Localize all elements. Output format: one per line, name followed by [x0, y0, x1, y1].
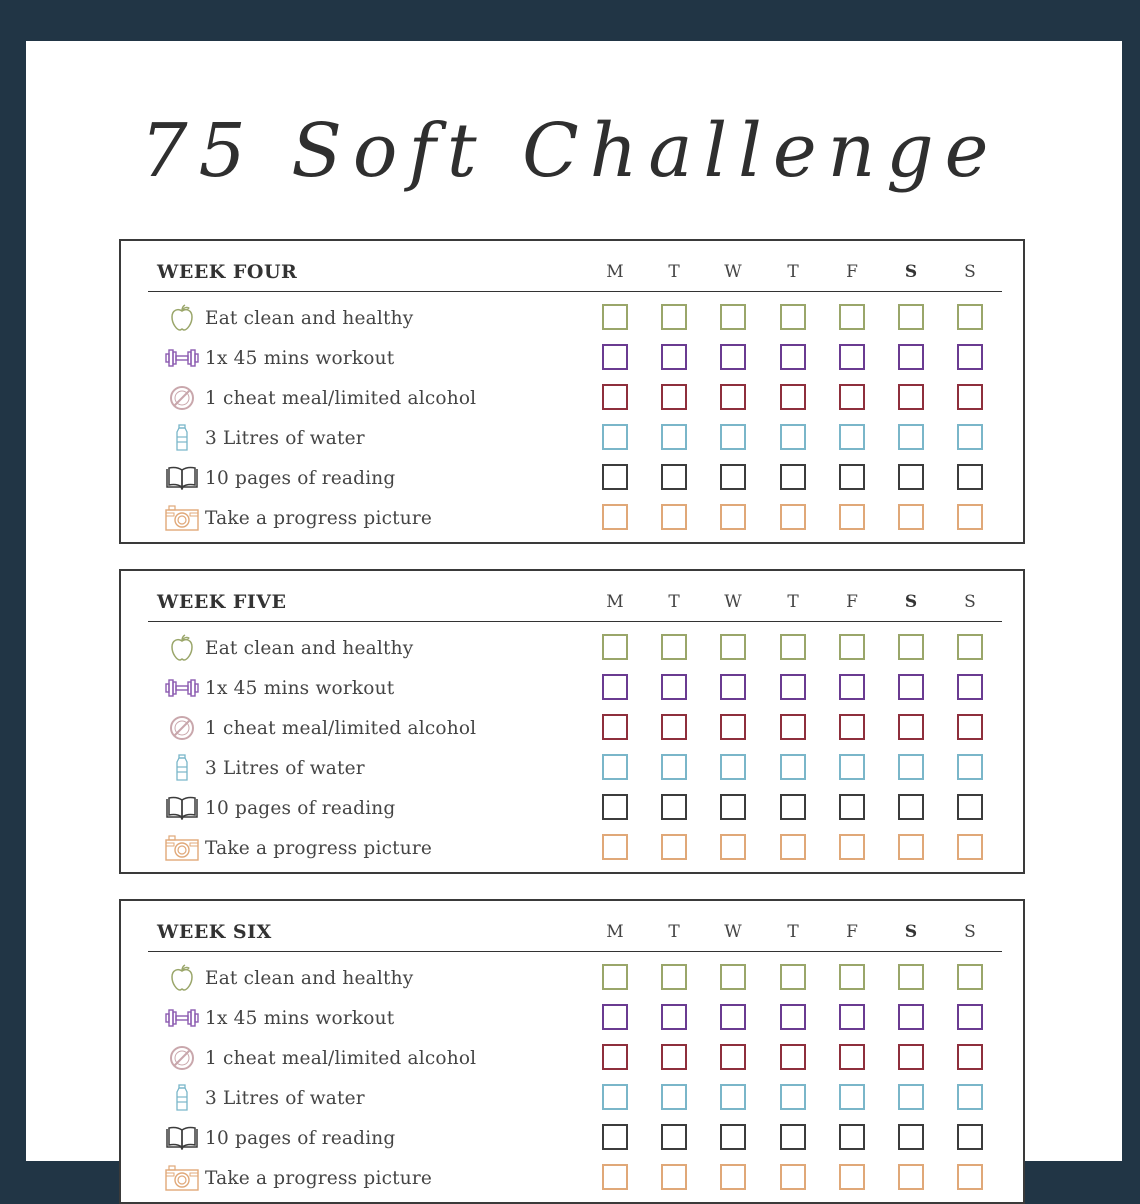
habit-checkbox[interactable] [957, 674, 983, 700]
habit-checkbox[interactable] [839, 1124, 865, 1150]
habit-checkbox[interactable] [898, 794, 924, 820]
habit-checkbox[interactable] [898, 714, 924, 740]
habit-checkbox[interactable] [898, 1004, 924, 1030]
habit-checkbox[interactable] [780, 714, 806, 740]
habit-checkbox[interactable] [780, 794, 806, 820]
habit-checkbox[interactable] [839, 504, 865, 530]
habit-checkbox[interactable] [957, 634, 983, 660]
day-header: T [787, 922, 799, 942]
habit-checkbox[interactable] [957, 424, 983, 450]
habit-label: 1 cheat meal/limited alcohol [205, 388, 477, 409]
habit-label: 1x 45 mins workout [205, 678, 395, 699]
habit-label: 3 Litres of water [205, 428, 365, 449]
habit-checkbox[interactable] [720, 674, 746, 700]
day-header: M [606, 262, 624, 282]
day-header: S [904, 592, 918, 612]
camera-icon [165, 1163, 199, 1193]
habit-label: Eat clean and healthy [205, 968, 414, 989]
habit-checkbox[interactable] [780, 964, 806, 990]
habit-row [121, 789, 1023, 829]
habit-checkbox[interactable] [720, 464, 746, 490]
habit-row [121, 629, 1023, 669]
day-header: S [964, 592, 976, 612]
habit-checkbox[interactable] [661, 344, 687, 370]
no-sign-icon [165, 1043, 199, 1073]
habit-checkbox[interactable] [839, 964, 865, 990]
habit-checkbox[interactable] [839, 634, 865, 660]
habit-checkbox[interactable] [602, 504, 628, 530]
camera-icon [165, 503, 199, 533]
habit-checkbox[interactable] [661, 424, 687, 450]
habit-checkbox[interactable] [839, 1084, 865, 1110]
habit-checkbox[interactable] [602, 634, 628, 660]
water-bottle-icon [165, 423, 199, 453]
habit-checkbox[interactable] [720, 794, 746, 820]
habit-row [121, 1039, 1023, 1079]
day-header: W [724, 592, 742, 612]
day-header: S [964, 262, 976, 282]
habit-checkbox[interactable] [780, 1004, 806, 1030]
habit-checkbox[interactable] [957, 1124, 983, 1150]
habit-checkbox[interactable] [602, 1044, 628, 1070]
page-title: 75 Soft Challenge [140, 108, 1000, 194]
week-card [119, 569, 1025, 874]
habit-checkbox[interactable] [720, 714, 746, 740]
habit-checkbox[interactable] [661, 504, 687, 530]
day-header: S [904, 262, 918, 282]
habit-row [121, 669, 1023, 709]
habit-checkbox[interactable] [780, 384, 806, 410]
habit-checkbox[interactable] [720, 304, 746, 330]
habit-checkbox[interactable] [780, 634, 806, 660]
habit-label: 1 cheat meal/limited alcohol [205, 1048, 477, 1069]
habit-checkbox[interactable] [839, 1004, 865, 1030]
habit-checkbox[interactable] [602, 714, 628, 740]
habit-checkbox[interactable] [957, 1084, 983, 1110]
habit-checkbox[interactable] [957, 1004, 983, 1030]
dumbbell-icon [165, 673, 199, 703]
habit-checkbox[interactable] [602, 1084, 628, 1110]
habit-checkbox[interactable] [720, 1084, 746, 1110]
habit-checkbox[interactable] [661, 1004, 687, 1030]
habit-row [121, 459, 1023, 499]
habit-checkbox[interactable] [661, 754, 687, 780]
book-icon [165, 793, 199, 823]
habit-row [121, 999, 1023, 1039]
day-header: M [606, 922, 624, 942]
habit-checkbox[interactable] [720, 1044, 746, 1070]
habit-checkbox[interactable] [839, 344, 865, 370]
habit-label: Eat clean and healthy [205, 638, 414, 659]
habit-checkbox[interactable] [720, 424, 746, 450]
day-header: T [668, 262, 680, 282]
habit-label: 1x 45 mins workout [205, 348, 395, 369]
habit-checkbox[interactable] [720, 384, 746, 410]
camera-icon [165, 833, 199, 863]
habit-checkbox[interactable] [602, 834, 628, 860]
day-header: S [904, 922, 918, 942]
habit-checkbox[interactable] [780, 304, 806, 330]
no-sign-icon [165, 713, 199, 743]
day-header: W [724, 262, 742, 282]
book-icon [165, 1123, 199, 1153]
habit-checkbox[interactable] [839, 674, 865, 700]
habit-checkbox[interactable] [957, 794, 983, 820]
habit-checkbox[interactable] [957, 304, 983, 330]
habit-checkbox[interactable] [957, 754, 983, 780]
habit-checkbox[interactable] [898, 1164, 924, 1190]
habit-checkbox[interactable] [661, 674, 687, 700]
habit-checkbox[interactable] [780, 754, 806, 780]
habit-checkbox[interactable] [661, 834, 687, 860]
habit-checkbox[interactable] [602, 384, 628, 410]
habit-row [121, 499, 1023, 539]
habit-checkbox[interactable] [661, 634, 687, 660]
habit-checkbox[interactable] [898, 344, 924, 370]
habit-label: Take a progress picture [205, 508, 433, 529]
habit-checkbox[interactable] [839, 794, 865, 820]
apple-icon [165, 963, 199, 993]
habit-checkbox[interactable] [602, 304, 628, 330]
day-header: S [964, 922, 976, 942]
habit-checkbox[interactable] [957, 464, 983, 490]
habit-checkbox[interactable] [780, 504, 806, 530]
header-divider [148, 291, 1002, 292]
habit-checkbox[interactable] [602, 424, 628, 450]
habit-checkbox[interactable] [602, 964, 628, 990]
habit-checkbox[interactable] [780, 1044, 806, 1070]
habit-checkbox[interactable] [780, 1124, 806, 1150]
day-header: M [606, 592, 624, 612]
habit-row [121, 1159, 1023, 1199]
habit-checkbox[interactable] [898, 634, 924, 660]
habit-checkbox[interactable] [661, 794, 687, 820]
habit-row [121, 339, 1023, 379]
habit-checkbox[interactable] [839, 1164, 865, 1190]
habit-label: 10 pages of reading [205, 468, 396, 489]
apple-icon [165, 633, 199, 663]
habit-checkbox[interactable] [720, 344, 746, 370]
habit-checkbox[interactable] [957, 714, 983, 740]
habit-checkbox[interactable] [602, 1124, 628, 1150]
habit-label: 3 Litres of water [205, 758, 365, 779]
apple-icon [165, 303, 199, 333]
habit-checkbox[interactable] [720, 1124, 746, 1150]
habit-checkbox[interactable] [957, 834, 983, 860]
habit-checkbox[interactable] [720, 634, 746, 660]
habit-checkbox[interactable] [957, 344, 983, 370]
habit-checkbox[interactable] [898, 674, 924, 700]
dumbbell-icon [165, 343, 199, 373]
habit-checkbox[interactable] [839, 424, 865, 450]
water-bottle-icon [165, 753, 199, 783]
habit-checkbox[interactable] [720, 834, 746, 860]
water-bottle-icon [165, 1083, 199, 1113]
habit-checkbox[interactable] [780, 424, 806, 450]
habit-label: 1 cheat meal/limited alcohol [205, 718, 477, 739]
habit-row [121, 959, 1023, 999]
habit-checkbox[interactable] [720, 754, 746, 780]
habit-row [121, 829, 1023, 869]
habit-checkbox[interactable] [957, 964, 983, 990]
habit-checkbox[interactable] [661, 1084, 687, 1110]
habit-row [121, 1079, 1023, 1119]
habit-checkbox[interactable] [898, 384, 924, 410]
habit-checkbox[interactable] [898, 964, 924, 990]
habit-checkbox[interactable] [720, 1004, 746, 1030]
week-card [119, 899, 1025, 1204]
habit-label: Take a progress picture [205, 838, 433, 859]
book-icon [165, 463, 199, 493]
day-header: F [846, 592, 858, 612]
habit-checkbox[interactable] [661, 1044, 687, 1070]
habit-row [121, 1119, 1023, 1159]
header-divider [148, 621, 1002, 622]
week-title: WEEK SIX [157, 921, 272, 943]
habit-checkbox[interactable] [898, 504, 924, 530]
week-title: WEEK FOUR [157, 261, 298, 283]
day-header: T [668, 922, 680, 942]
habit-checkbox[interactable] [898, 304, 924, 330]
habit-checkbox[interactable] [720, 504, 746, 530]
habit-checkbox[interactable] [957, 504, 983, 530]
day-header: F [846, 922, 858, 942]
habit-checkbox[interactable] [898, 1084, 924, 1110]
habit-checkbox[interactable] [602, 344, 628, 370]
habit-checkbox[interactable] [661, 1124, 687, 1150]
habit-checkbox[interactable] [839, 464, 865, 490]
habit-label: 1x 45 mins workout [205, 1008, 395, 1029]
week-card [119, 239, 1025, 544]
habit-checkbox[interactable] [780, 464, 806, 490]
habit-checkbox[interactable] [898, 754, 924, 780]
habit-row [121, 299, 1023, 339]
habit-checkbox[interactable] [602, 464, 628, 490]
habit-row [121, 379, 1023, 419]
habit-checkbox[interactable] [898, 1044, 924, 1070]
habit-checkbox[interactable] [898, 1124, 924, 1150]
day-header: T [787, 262, 799, 282]
habit-checkbox[interactable] [898, 424, 924, 450]
habit-checkbox[interactable] [602, 794, 628, 820]
habit-checkbox[interactable] [957, 1044, 983, 1070]
habit-checkbox[interactable] [720, 1164, 746, 1190]
habit-checkbox[interactable] [839, 1044, 865, 1070]
habit-checkbox[interactable] [661, 1164, 687, 1190]
habit-checkbox[interactable] [839, 304, 865, 330]
header-divider [148, 951, 1002, 952]
habit-checkbox[interactable] [602, 1164, 628, 1190]
habit-label: 3 Litres of water [205, 1088, 365, 1109]
week-title: WEEK FIVE [157, 591, 287, 613]
habit-checkbox[interactable] [780, 674, 806, 700]
habit-checkbox[interactable] [898, 464, 924, 490]
habit-checkbox[interactable] [957, 1164, 983, 1190]
habit-label: Take a progress picture [205, 1168, 433, 1189]
no-sign-icon [165, 383, 199, 413]
day-header: T [787, 592, 799, 612]
habit-row [121, 749, 1023, 789]
habit-checkbox[interactable] [661, 714, 687, 740]
habit-checkbox[interactable] [839, 754, 865, 780]
habit-checkbox[interactable] [780, 1164, 806, 1190]
habit-checkbox[interactable] [839, 384, 865, 410]
habit-checkbox[interactable] [602, 1004, 628, 1030]
day-header: T [668, 592, 680, 612]
habit-checkbox[interactable] [602, 754, 628, 780]
habit-checkbox[interactable] [898, 834, 924, 860]
day-header: F [846, 262, 858, 282]
habit-checkbox[interactable] [780, 834, 806, 860]
habit-checkbox[interactable] [661, 384, 687, 410]
habit-label: 10 pages of reading [205, 1128, 396, 1149]
habit-checkbox[interactable] [839, 714, 865, 740]
habit-checkbox[interactable] [661, 304, 687, 330]
habit-checkbox[interactable] [602, 674, 628, 700]
habit-checkbox[interactable] [661, 464, 687, 490]
habit-checkbox[interactable] [780, 344, 806, 370]
habit-label: Eat clean and healthy [205, 308, 414, 329]
habit-row [121, 709, 1023, 749]
habit-row [121, 419, 1023, 459]
day-header: W [724, 922, 742, 942]
habit-checkbox[interactable] [661, 964, 687, 990]
dumbbell-icon [165, 1003, 199, 1033]
habit-checkbox[interactable] [957, 384, 983, 410]
habit-checkbox[interactable] [839, 834, 865, 860]
habit-checkbox[interactable] [720, 964, 746, 990]
habit-label: 10 pages of reading [205, 798, 396, 819]
habit-checkbox[interactable] [780, 1084, 806, 1110]
